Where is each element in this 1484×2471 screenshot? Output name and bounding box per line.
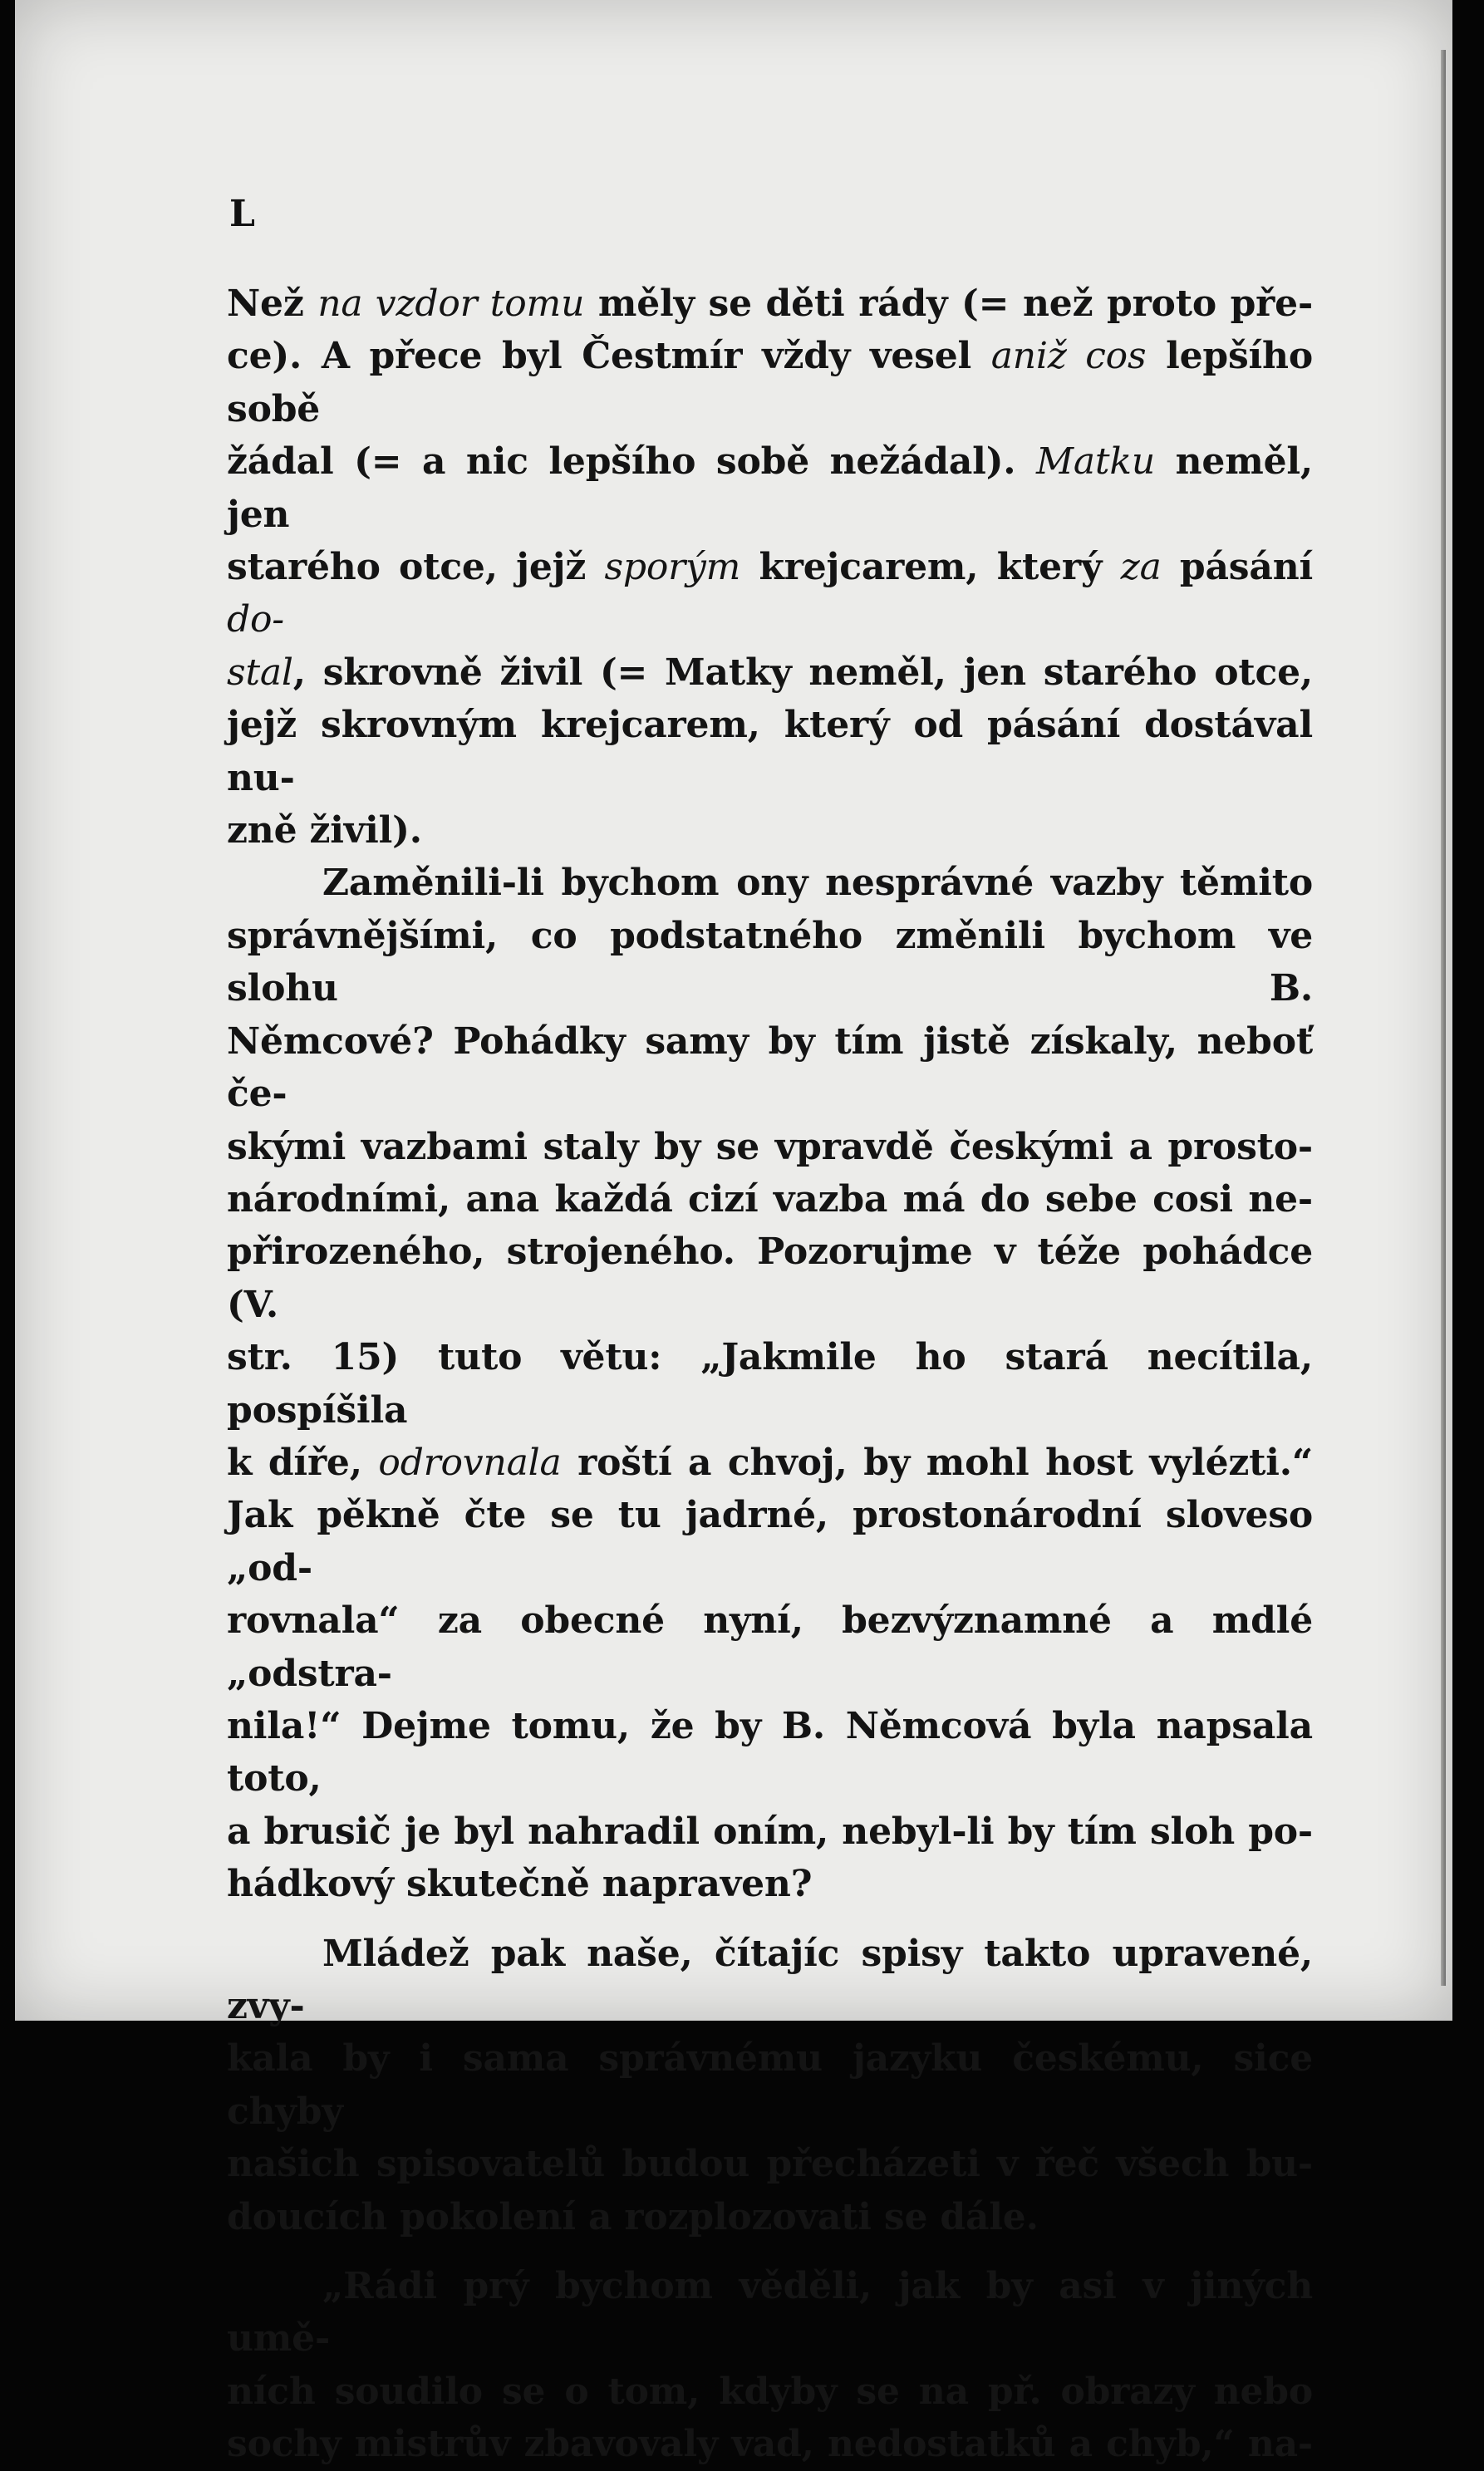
text-line: [227, 699, 1313, 804]
text-run: , skrovně živil (= Matky neměl, jen starého otce,: [292, 651, 1313, 694]
text-line: [227, 435, 1313, 541]
text-run: Němcové? Pohádky samy by tím jistě získaly, neboť če-: [227, 1019, 1313, 1116]
italic-phrase: sporým: [604, 546, 741, 589]
italic-phrase: do-: [227, 598, 284, 641]
text-run: žádal (= a nic lepšího sobě nežádal).: [227, 440, 1037, 484]
text-line: [227, 1173, 1313, 1226]
text-line: [227, 278, 1313, 330]
text-run: k díře,: [227, 1441, 379, 1484]
page-body-text: [227, 278, 1313, 2471]
text-run: ních soudilo se o tom, kdyby se na př. obrazy nebo: [227, 2370, 1313, 2413]
text-line: [227, 1226, 1313, 1331]
text-line: [227, 1700, 1313, 1805]
text-line: [227, 1594, 1313, 1700]
text-run: Zaměnili-li bychom ony nesprávné vazby těmito: [322, 862, 1313, 905]
text-line: [227, 1331, 1313, 1437]
text-run: str. 15) tuto větu: „Jakmile ho stará necítila, pospíšila: [227, 1336, 1313, 1432]
text-run: jejž skrovným krejcarem, který od pásání dostával nu-: [227, 704, 1313, 799]
text-line: [227, 910, 1313, 1015]
text-run: zně živil).: [227, 809, 422, 852]
text-run: lepšího sobě: [227, 335, 1313, 430]
italic-phrase: aniž cos: [990, 335, 1147, 378]
text-line: [227, 1437, 1313, 1489]
text-run: Jak pěkně čte se tu jadrné, prostonárodní sloveso „od-: [227, 1494, 1313, 1589]
text-run: Než: [227, 282, 318, 325]
text-run: roští a chvoj, by mohl host vylézti.“: [561, 1441, 1314, 1484]
text-run: a brusič je byl nahradil oním, nebyl-li by tím sloh po-: [227, 1810, 1313, 1853]
text-line: [227, 541, 1313, 646]
text-run: starého otce, jejž: [227, 546, 605, 589]
text-line: [227, 646, 1313, 699]
page-edge-shadow: [1441, 50, 1446, 1986]
text-line: [227, 804, 1313, 857]
text-run: našich spisovatelů budou přecházeti v řeč všech bu-: [227, 2143, 1313, 2186]
text-line: [227, 2418, 1313, 2470]
italic-phrase: na vzdor tomu: [317, 282, 585, 325]
text-line: [227, 2260, 1313, 2365]
text-line: [227, 2032, 1313, 2138]
text-run: pásání: [1161, 546, 1313, 589]
text-run: národními, ana každá cizí vazba má do sebe cosi ne-: [227, 1177, 1313, 1221]
text-run: skými vazbami staly by se vpravdě českými a prosto-: [227, 1125, 1313, 1168]
text-run: nila!“ Dejme tomu, že by B. Němcová byla napsala toto,: [227, 1704, 1313, 1800]
text-run: kala by i sama správnému jazyku českému, sice chyby: [227, 2037, 1313, 2133]
text-line: [227, 1121, 1313, 1173]
text-line: [227, 1805, 1313, 1858]
text-line: [227, 1015, 1313, 1121]
text-run: správnějšími, co podstatného změnili bychom ve slohu B.: [227, 914, 1313, 1010]
text-line: [227, 857, 1313, 909]
page-header-letter: L: [229, 193, 255, 235]
italic-phrase: Matku: [1036, 440, 1156, 484]
italic-phrase: stal: [227, 651, 293, 694]
text-line: [227, 2138, 1313, 2190]
text-line: [227, 1489, 1313, 1594]
text-line: [227, 1858, 1313, 1910]
text-run: přirozeného, strojeného. Pozorujme v téže pohádce (V.: [227, 1231, 1313, 1326]
text-run: hádkový skutečně napraven?: [227, 1863, 813, 1906]
italic-phrase: odrovnala: [378, 1441, 562, 1484]
text-run: ce). A přece byl Čestmír vždy vesel: [227, 335, 991, 378]
text-run: rovnala“ za obecné nyní, bezvýznamné a mdlé „odstra-: [227, 1599, 1313, 1695]
italic-phrase: za: [1120, 546, 1162, 589]
text-run: doucích pokolení a rozplozovati se dále.: [227, 2195, 1039, 2238]
text-run: sochy mistrův zbavovaly vad, nedostatků a chyb,“ na-: [227, 2423, 1313, 2466]
text-run: Mládež pak naše, čítajíc spisy takto upravené, zvy-: [227, 1932, 1313, 2027]
text-run: neměl, jen: [227, 440, 1313, 536]
text-line: [227, 2191, 1313, 2243]
text-line: [227, 330, 1313, 435]
text-line: [227, 2365, 1313, 2418]
text-run: krejcarem, který: [740, 546, 1121, 589]
text-run: „Rádi prý bychom věděli, jak by asi v jiných umě-: [227, 2265, 1313, 2360]
text-run: měly se děti rády (= než proto pře-: [584, 282, 1314, 325]
text-line: [227, 1928, 1313, 2033]
book-page: [15, 0, 1452, 2466]
